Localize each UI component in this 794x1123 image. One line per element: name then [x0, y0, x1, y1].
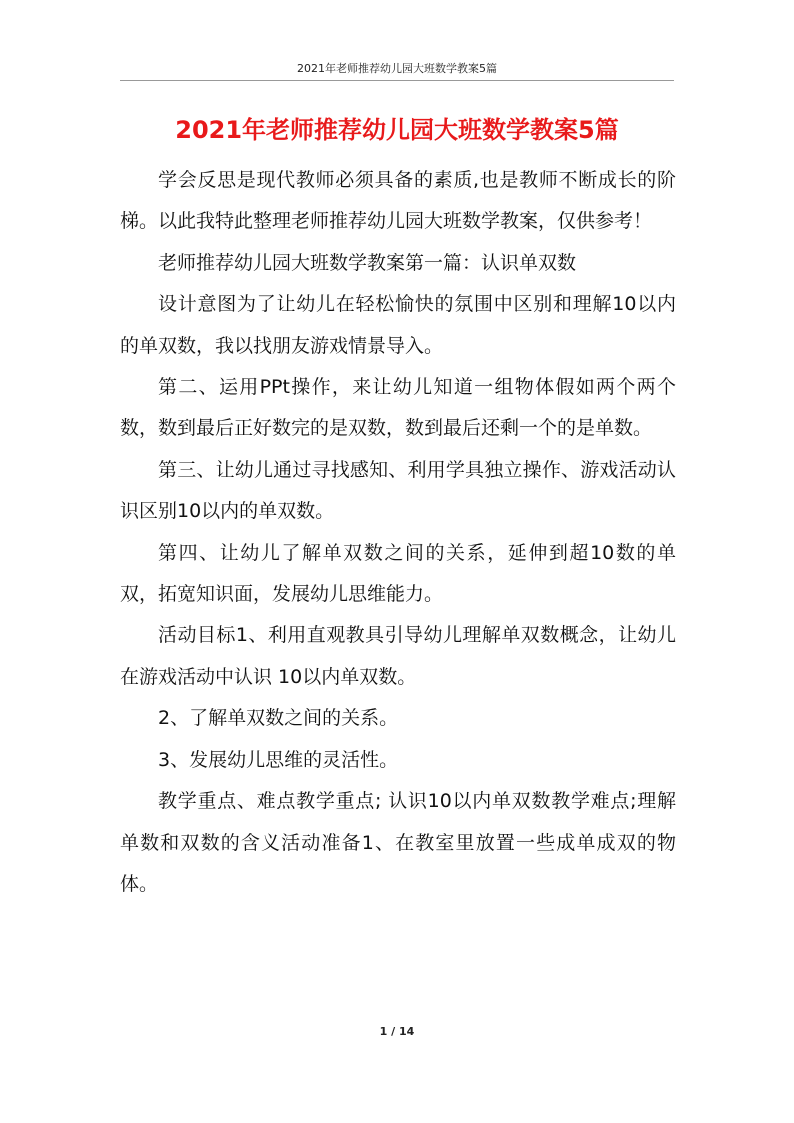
document-title: 2021年老师推荐幼儿园大班数学教案5篇 — [175, 116, 619, 144]
paragraph-step-three: 第三、让幼儿通过寻找感知、利用学具独立操作、游戏活动认识区别10以内的单双数。 — [120, 458, 676, 523]
paragraph-goal-one: 活动目标1、利用直观教具引导幼儿理解单双数概念，让幼儿在游戏活动中认识 10以内单双数。 — [120, 624, 676, 688]
document-body — [120, 160, 676, 905]
paragraph-design-intent: 设计意图为了让幼儿在轻松愉快的氛围中区别和理解10以内的单双数，我以找朋友游戏情景导入。 — [120, 293, 676, 357]
paragraph-section-heading: 老师推荐幼儿园大班数学教案第一篇：认识单双数 — [158, 251, 577, 274]
page-number: 1 / 14 — [379, 1025, 415, 1038]
paragraph-key-points: 教学重点、难点教学重点; 认识10以内单双数教学难点;理解单数和双数的含义活动准备1、在教室里放置一些成单成双的物体。 — [120, 790, 676, 895]
running-header: 2021年老师推荐幼儿园大班数学教案5篇 — [297, 62, 497, 75]
header-divider — [120, 80, 674, 81]
paragraph-step-two: 第二、运用PPt操作，来让幼儿知道一组物体假如两个两个数，数到最后正好数完的是双数，数到最后还剩一个的是单数。 — [120, 376, 676, 440]
paragraph-goal-two: 2、了解单双数之间的关系。 — [158, 707, 399, 730]
paragraph-goal-three: 3、发展幼儿思维的灵活性。 — [158, 748, 399, 771]
paragraph-intro: 学会反思是现代教师必须具备的素质,也是教师不断成长的阶梯。以此我特此整理老师推荐幼儿园大班数学教案，仅供参考！ — [120, 169, 676, 233]
paragraph-step-four: 第四、让幼儿了解单双数之间的关系，延伸到超10数的单双，拓宽知识面，发展幼儿思维能力。 — [120, 541, 676, 606]
